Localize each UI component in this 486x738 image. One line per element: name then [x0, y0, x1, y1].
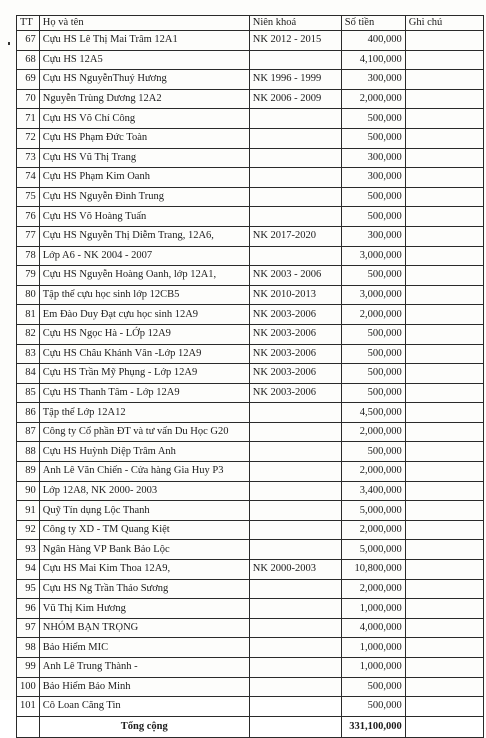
donation-amount: 500,000: [341, 677, 405, 697]
note-cell: [405, 579, 483, 599]
table-row: [17, 520, 484, 540]
row-number: 100: [17, 677, 40, 697]
note-cell: [405, 403, 483, 423]
note-cell: [405, 481, 483, 501]
table-row: [17, 403, 484, 423]
school-years: [249, 422, 341, 442]
donor-name: Bảo Hiểm Bảo Minh: [39, 677, 249, 697]
donation-amount: 400,000: [341, 31, 405, 51]
school-years: NK 2012 - 2015: [249, 31, 341, 51]
table-row: [17, 89, 484, 109]
school-years: [249, 187, 341, 207]
row-number: 95: [17, 579, 40, 599]
table-row: [17, 207, 484, 227]
note-cell: [405, 70, 483, 90]
header-amount: Số tiền: [341, 16, 405, 31]
school-years: [249, 462, 341, 482]
donation-amount: 10,800,000: [341, 560, 405, 580]
donation-amount: 3,400,000: [341, 481, 405, 501]
donor-name: Cựu HS Huỳnh Diệp Trâm Anh: [39, 442, 249, 462]
donation-amount: 500,000: [341, 128, 405, 148]
row-number: 93: [17, 540, 40, 560]
table-row: [17, 618, 484, 638]
total-label: Tổng cộng: [39, 716, 249, 737]
note-cell: [405, 599, 483, 619]
table-row: [17, 187, 484, 207]
donation-amount: 4,100,000: [341, 50, 405, 70]
school-years: NK 2017-2020: [249, 226, 341, 246]
donation-amount: 2,000,000: [341, 305, 405, 325]
school-years: [249, 207, 341, 227]
margin-mark: [8, 42, 10, 45]
donor-name: Cựu HS Ng Trần Thảo Sương: [39, 579, 249, 599]
donation-amount: 300,000: [341, 226, 405, 246]
row-number: 85: [17, 383, 40, 403]
donor-name: Cựu HS Nguyễn Hoàng Oanh, lớp 12A1,: [39, 266, 249, 286]
donor-name: Cựu HS Nguyễn Thị Diễm Trang, 12A6,: [39, 226, 249, 246]
donor-name: Nguyễn Trùng Dương 12A2: [39, 89, 249, 109]
row-number: 77: [17, 226, 40, 246]
note-cell: [405, 324, 483, 344]
total-row: [17, 716, 484, 737]
donor-name: Cựu HS Mai Kim Thoa 12A9,: [39, 560, 249, 580]
note-cell: [405, 128, 483, 148]
school-years: [249, 168, 341, 188]
note-cell: [405, 638, 483, 658]
donor-name: Cựu HS Võ Chí Công: [39, 109, 249, 129]
donor-name: Tập thể cựu học sinh lớp 12CB5: [39, 285, 249, 305]
note-cell: [405, 520, 483, 540]
note-cell: [405, 285, 483, 305]
donor-name: Cựu HS Phạm Đức Toàn: [39, 128, 249, 148]
donation-amount: 1,000,000: [341, 599, 405, 619]
school-years: [249, 246, 341, 266]
row-number: 82: [17, 324, 40, 344]
note-cell: [405, 618, 483, 638]
row-number: 79: [17, 266, 40, 286]
school-years: [249, 148, 341, 168]
note-cell: [405, 226, 483, 246]
donation-amount: 3,000,000: [341, 246, 405, 266]
table-row: [17, 599, 484, 619]
table-row: [17, 70, 484, 90]
row-number: 69: [17, 70, 40, 90]
table-row: [17, 324, 484, 344]
note-cell: [405, 501, 483, 521]
note-cell: [405, 50, 483, 70]
note-cell: [405, 246, 483, 266]
table-row: [17, 109, 484, 129]
note-cell: [405, 305, 483, 325]
donor-name: Cựu HS Nguyễn Đình Trung: [39, 187, 249, 207]
table-row: [17, 226, 484, 246]
donor-name: Tập thể Lớp 12A12: [39, 403, 249, 423]
header-name: Họ và tên: [39, 16, 249, 31]
school-years: [249, 481, 341, 501]
donor-name: Cô Loan Căng Tin: [39, 697, 249, 717]
note-cell: [405, 540, 483, 560]
note-cell: [405, 89, 483, 109]
row-number: 86: [17, 403, 40, 423]
donor-name: Anh Lê Trung Thành -: [39, 658, 249, 678]
school-years: NK 2003 - 2006: [249, 266, 341, 286]
donor-name: Quỹ Tín dụng Lộc Thanh: [39, 501, 249, 521]
table-row: [17, 168, 484, 188]
total-note-cell: [405, 716, 483, 737]
row-number: 94: [17, 560, 40, 580]
row-number: 96: [17, 599, 40, 619]
donation-amount: 500,000: [341, 697, 405, 717]
school-years: [249, 520, 341, 540]
row-number: 101: [17, 697, 40, 717]
table-row: [17, 481, 484, 501]
total-amount: 331,100,000: [341, 716, 405, 737]
school-years: [249, 128, 341, 148]
donation-amount: 300,000: [341, 70, 405, 90]
donor-name: Vũ Thị Kim Hương: [39, 599, 249, 619]
donation-amount: 1,000,000: [341, 638, 405, 658]
note-cell: [405, 560, 483, 580]
note-cell: [405, 442, 483, 462]
school-years: NK 2010-2013: [249, 285, 341, 305]
note-cell: [405, 148, 483, 168]
header-years: Niên khoá: [249, 16, 341, 31]
row-number: 75: [17, 187, 40, 207]
donation-amount: 500,000: [341, 109, 405, 129]
row-number: 90: [17, 481, 40, 501]
table-row: [17, 285, 484, 305]
row-number: 97: [17, 618, 40, 638]
school-years: NK 2003-2006: [249, 383, 341, 403]
note-cell: [405, 207, 483, 227]
row-number: 89: [17, 462, 40, 482]
table-row: [17, 266, 484, 286]
table-row: [17, 246, 484, 266]
school-years: [249, 599, 341, 619]
table-header-row: [17, 16, 484, 31]
note-cell: [405, 266, 483, 286]
donation-amount: 2,000,000: [341, 422, 405, 442]
donor-name: Công ty Cổ phần ĐT và tư vấn Du Học G20: [39, 422, 249, 442]
table-body: [17, 31, 484, 717]
row-number: 98: [17, 638, 40, 658]
school-years: NK 2003-2006: [249, 324, 341, 344]
note-cell: [405, 109, 483, 129]
row-number: 92: [17, 520, 40, 540]
table-row: [17, 383, 484, 403]
table-row: [17, 462, 484, 482]
donation-amount: 500,000: [341, 364, 405, 384]
donor-name: Ngân Hàng VP Bank Bảo Lộc: [39, 540, 249, 560]
donation-amount: 500,000: [341, 324, 405, 344]
donor-name: Cựu HS Lê Thị Mai Trâm 12A1: [39, 31, 249, 51]
donation-amount: 5,000,000: [341, 501, 405, 521]
table-row: [17, 364, 484, 384]
row-number: 78: [17, 246, 40, 266]
donor-name: Em Đào Duy Đạt cựu học sinh 12A9: [39, 305, 249, 325]
school-years: [249, 442, 341, 462]
school-years: NK 2003-2006: [249, 344, 341, 364]
table-row: [17, 677, 484, 697]
donation-amount: 500,000: [341, 344, 405, 364]
table-row: [17, 579, 484, 599]
table-row: [17, 442, 484, 462]
row-number: 80: [17, 285, 40, 305]
school-years: [249, 579, 341, 599]
row-number: 88: [17, 442, 40, 462]
donor-name: Cựu HS NguyễnThuý Hương: [39, 70, 249, 90]
donation-amount: 2,000,000: [341, 462, 405, 482]
donor-name: Cựu HS Võ Hoàng Tuấn: [39, 207, 249, 227]
school-years: NK 2000-2003: [249, 560, 341, 580]
table-row: [17, 501, 484, 521]
donation-amount: 4,000,000: [341, 618, 405, 638]
school-years: [249, 109, 341, 129]
school-years: [249, 403, 341, 423]
note-cell: [405, 422, 483, 442]
donor-name: Cựu HS Phạm Kim Oanh: [39, 168, 249, 188]
table-row: [17, 305, 484, 325]
donor-name: Lớp A6 - NK 2004 - 2007: [39, 246, 249, 266]
row-number: 73: [17, 148, 40, 168]
header-note: Ghi chú: [405, 16, 483, 31]
table-row: [17, 148, 484, 168]
row-number: 71: [17, 109, 40, 129]
donor-name: Anh Lê Văn Chiến - Cửa hàng Gia Huy P3: [39, 462, 249, 482]
school-years: NK 2006 - 2009: [249, 89, 341, 109]
donor-name: Cựu HS Châu Khánh Vân -Lớp 12A9: [39, 344, 249, 364]
donation-amount: 300,000: [341, 168, 405, 188]
table-row: [17, 658, 484, 678]
row-number: 72: [17, 128, 40, 148]
table-row: [17, 31, 484, 51]
donor-name: Công ty XD - TM Quang Kiệt: [39, 520, 249, 540]
table-row: [17, 638, 484, 658]
table-row: [17, 50, 484, 70]
table-row: [17, 560, 484, 580]
row-number: 70: [17, 89, 40, 109]
table-row: [17, 422, 484, 442]
note-cell: [405, 187, 483, 207]
row-number: 68: [17, 50, 40, 70]
row-number: 83: [17, 344, 40, 364]
school-years: NK 2003-2006: [249, 305, 341, 325]
donation-amount: 500,000: [341, 266, 405, 286]
donation-amount: 500,000: [341, 207, 405, 227]
donation-amount: 3,000,000: [341, 285, 405, 305]
header-tt: TT: [17, 16, 40, 31]
school-years: [249, 540, 341, 560]
school-years: [249, 50, 341, 70]
note-cell: [405, 462, 483, 482]
school-years: [249, 501, 341, 521]
note-cell: [405, 677, 483, 697]
total-years-cell: [249, 716, 341, 737]
note-cell: [405, 364, 483, 384]
table-row: [17, 128, 484, 148]
table-row: [17, 540, 484, 560]
school-years: NK 2003-2006: [249, 364, 341, 384]
row-number: 99: [17, 658, 40, 678]
note-cell: [405, 168, 483, 188]
school-years: NK 1996 - 1999: [249, 70, 341, 90]
donation-amount: 300,000: [341, 148, 405, 168]
row-number: 81: [17, 305, 40, 325]
donation-amount: 2,000,000: [341, 520, 405, 540]
donor-name: Lớp 12A8, NK 2000- 2003: [39, 481, 249, 501]
donation-amount: 1,000,000: [341, 658, 405, 678]
donor-name: Cựu HS 12A5: [39, 50, 249, 70]
donation-amount: 500,000: [341, 383, 405, 403]
donation-amount: 500,000: [341, 187, 405, 207]
donation-amount: 500,000: [341, 442, 405, 462]
row-number: 91: [17, 501, 40, 521]
donor-name: NHÓM BẠN TRỌNG: [39, 618, 249, 638]
note-cell: [405, 383, 483, 403]
donor-name: Cựu HS Ngọc Hà - LỚp 12A9: [39, 324, 249, 344]
table-row: [17, 344, 484, 364]
donor-name: Bảo Hiểm MIC: [39, 638, 249, 658]
donor-name: Cựu HS Trần Mỹ Phụng - Lớp 12A9: [39, 364, 249, 384]
donor-name: Cựu HS Vũ Thị Trang: [39, 148, 249, 168]
donation-amount: 5,000,000: [341, 540, 405, 560]
note-cell: [405, 31, 483, 51]
row-number: 76: [17, 207, 40, 227]
donation-table: [16, 15, 484, 738]
donation-amount: 2,000,000: [341, 89, 405, 109]
row-number: 67: [17, 31, 40, 51]
note-cell: [405, 658, 483, 678]
total-tt-cell: [17, 716, 40, 737]
row-number: 87: [17, 422, 40, 442]
row-number: 74: [17, 168, 40, 188]
school-years: [249, 658, 341, 678]
donor-name: Cựu HS Thanh Tâm - Lớp 12A9: [39, 383, 249, 403]
school-years: [249, 677, 341, 697]
note-cell: [405, 344, 483, 364]
row-number: 84: [17, 364, 40, 384]
donation-amount: 4,500,000: [341, 403, 405, 423]
school-years: [249, 638, 341, 658]
donation-amount: 2,000,000: [341, 579, 405, 599]
school-years: [249, 618, 341, 638]
